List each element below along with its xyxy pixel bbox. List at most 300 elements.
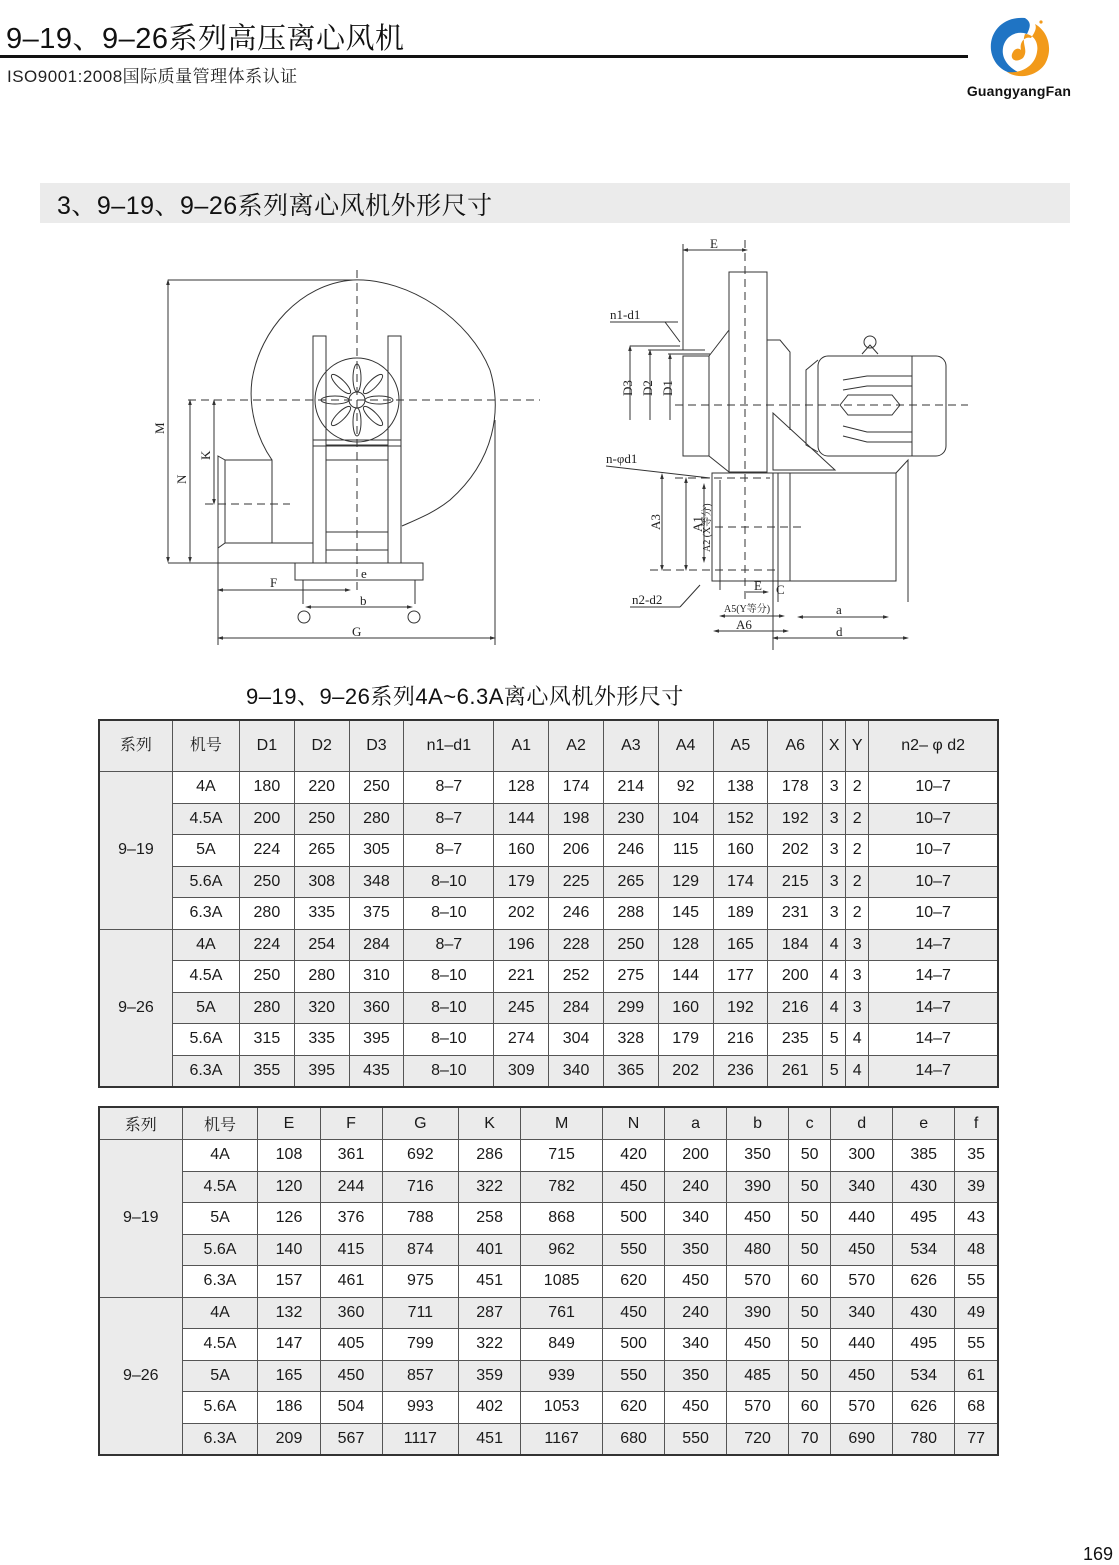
value-cell: 250 (349, 772, 404, 804)
value-cell: 228 (549, 929, 604, 961)
value-cell: 450 (831, 1234, 893, 1266)
dim-label-d: d (836, 624, 843, 639)
value-cell: 440 (831, 1203, 893, 1235)
table-row (99, 1234, 998, 1266)
table-row (99, 1297, 998, 1329)
value-cell: 202 (494, 898, 549, 930)
value-cell: 500 (603, 1203, 665, 1235)
model-cell: 6.3A (172, 898, 239, 930)
value-cell: 198 (549, 803, 604, 835)
value-cell: 261 (768, 1055, 823, 1087)
value-cell: 328 (603, 1024, 658, 1056)
value-cell: 315 (239, 1024, 294, 1056)
value-cell: 402 (459, 1392, 521, 1424)
value-cell: 461 (320, 1266, 382, 1298)
value-cell: 340 (831, 1171, 893, 1203)
value-cell: 3 (823, 772, 846, 804)
model-cell: 5A (172, 835, 239, 867)
model-cell: 5A (172, 992, 239, 1024)
value-cell: 4 (823, 992, 846, 1024)
value-cell: 147 (258, 1329, 320, 1361)
value-cell: 4 (846, 1055, 869, 1087)
value-cell: 39 (955, 1171, 998, 1203)
model-cell: 5.6A (182, 1392, 258, 1424)
value-cell: 235 (768, 1024, 823, 1056)
column-header: A6 (768, 720, 823, 772)
value-cell: 189 (713, 898, 768, 930)
series-cell: 9–19 (99, 1140, 182, 1298)
value-cell: 160 (658, 992, 713, 1024)
value-cell: 485 (727, 1360, 789, 1392)
column-header: 机号 (182, 1107, 258, 1140)
value-cell: 4 (846, 1024, 869, 1056)
series-cell: 9–26 (99, 929, 172, 1087)
table-row (99, 1055, 998, 1087)
table-row (99, 1140, 998, 1172)
value-cell: 230 (603, 803, 658, 835)
table-row (99, 772, 998, 804)
table-row (99, 1423, 998, 1455)
model-cell: 5.6A (182, 1234, 258, 1266)
brand-name: GuangyangFan (966, 83, 1072, 99)
value-cell: 450 (603, 1171, 665, 1203)
value-cell: 550 (603, 1234, 665, 1266)
page-number: 169 (1083, 1544, 1114, 1564)
value-cell: 430 (893, 1171, 955, 1203)
value-cell: 215 (768, 866, 823, 898)
value-cell: 92 (658, 772, 713, 804)
volute-outline-left (251, 280, 353, 460)
model-cell: 5A (182, 1203, 258, 1235)
column-header: D3 (349, 720, 404, 772)
value-cell: 244 (320, 1171, 382, 1203)
dim-label-n1-d1: n1-d1 (610, 307, 641, 322)
value-cell: 236 (713, 1055, 768, 1087)
value-cell: 322 (459, 1329, 521, 1361)
value-cell: 120 (258, 1171, 320, 1203)
section-title: 3、9–19、9–26系列离心风机外形尺寸 (57, 192, 493, 220)
value-cell: 284 (349, 929, 404, 961)
dim-label-G: G (352, 624, 362, 639)
value-cell: 567 (320, 1423, 382, 1455)
model-cell: 5.6A (172, 1024, 239, 1056)
value-cell: 192 (713, 992, 768, 1024)
value-cell: 192 (768, 803, 823, 835)
value-cell: 8–7 (404, 803, 494, 835)
value-cell: 165 (713, 929, 768, 961)
value-cell: 245 (494, 992, 549, 1024)
value-cell: 145 (658, 898, 713, 930)
value-cell: 14–7 (869, 992, 998, 1024)
dim-label-F: F (270, 575, 278, 590)
value-cell: 280 (239, 898, 294, 930)
dim-label-a: a (836, 602, 842, 617)
value-cell: 3 (846, 929, 869, 961)
value-cell: 254 (294, 929, 349, 961)
table-row (99, 898, 998, 930)
value-cell: 50 (789, 1297, 831, 1329)
value-cell: 8–10 (404, 1055, 494, 1087)
value-cell: 570 (831, 1392, 893, 1424)
value-cell: 157 (258, 1266, 320, 1298)
value-cell: 359 (459, 1360, 521, 1392)
value-cell: 395 (349, 1024, 404, 1056)
dim-label-D2: D2 (640, 380, 655, 396)
value-cell: 225 (549, 866, 604, 898)
value-cell: 350 (727, 1140, 789, 1172)
value-cell: 178 (768, 772, 823, 804)
value-cell: 395 (294, 1055, 349, 1087)
dim-label-D3: D3 (620, 380, 635, 396)
table-row (99, 1329, 998, 1361)
value-cell: 165 (258, 1360, 320, 1392)
value-cell: 104 (658, 803, 713, 835)
value-cell: 534 (893, 1234, 955, 1266)
value-cell: 14–7 (869, 961, 998, 993)
value-cell: 224 (239, 835, 294, 867)
value-cell: 355 (239, 1055, 294, 1087)
value-cell: 626 (893, 1266, 955, 1298)
value-cell: 179 (658, 1024, 713, 1056)
value-cell: 450 (727, 1329, 789, 1361)
value-cell: 152 (713, 803, 768, 835)
value-cell: 224 (239, 929, 294, 961)
dim-label-A6: A6 (736, 617, 752, 632)
value-cell: 200 (665, 1140, 727, 1172)
value-cell: 138 (713, 772, 768, 804)
value-cell: 360 (349, 992, 404, 1024)
value-cell: 196 (494, 929, 549, 961)
value-cell: 77 (955, 1423, 998, 1455)
value-cell: 2 (846, 835, 869, 867)
column-header: X (823, 720, 846, 772)
dim-label-e: e (361, 566, 367, 581)
value-cell: 214 (603, 772, 658, 804)
value-cell: 993 (382, 1392, 459, 1424)
value-cell: 8–10 (404, 992, 494, 1024)
value-cell: 620 (603, 1266, 665, 1298)
value-cell: 320 (294, 992, 349, 1024)
value-cell: 4 (823, 929, 846, 961)
value-cell: 500 (603, 1329, 665, 1361)
value-cell: 435 (349, 1055, 404, 1087)
value-cell: 626 (893, 1392, 955, 1424)
value-cell: 8–10 (404, 866, 494, 898)
value-cell: 780 (893, 1423, 955, 1455)
dim-label-C: C (776, 582, 785, 597)
value-cell: 715 (521, 1140, 603, 1172)
dim-label-A5: A5(Y等分) (724, 604, 771, 615)
value-cell: 216 (768, 992, 823, 1024)
value-cell: 115 (658, 835, 713, 867)
column-header: A4 (658, 720, 713, 772)
table-header-row (99, 1107, 998, 1140)
fan-side-view-diagram (590, 230, 980, 650)
value-cell: 2 (846, 803, 869, 835)
value-cell: 160 (713, 835, 768, 867)
value-cell: 365 (603, 1055, 658, 1087)
column-header: n1–d1 (404, 720, 494, 772)
value-cell: 495 (893, 1329, 955, 1361)
value-cell: 716 (382, 1171, 459, 1203)
value-cell: 174 (713, 866, 768, 898)
value-cell: 129 (658, 866, 713, 898)
dim-label-n-phi-d1: n-φd1 (606, 451, 638, 466)
dim-label-b: b (360, 593, 367, 608)
value-cell: 534 (893, 1360, 955, 1392)
volute-outline (353, 280, 495, 526)
value-cell: 1117 (382, 1423, 459, 1455)
table-row (99, 1266, 998, 1298)
value-cell: 8–10 (404, 1024, 494, 1056)
value-cell: 680 (603, 1423, 665, 1455)
table-row (99, 929, 998, 961)
series-cell: 9–26 (99, 1297, 182, 1455)
value-cell: 184 (768, 929, 823, 961)
model-cell: 4A (172, 929, 239, 961)
value-cell: 10–7 (869, 835, 998, 867)
value-cell: 43 (955, 1203, 998, 1235)
value-cell: 5 (823, 1024, 846, 1056)
value-cell: 451 (459, 1266, 521, 1298)
value-cell: 50 (789, 1171, 831, 1203)
value-cell: 939 (521, 1360, 603, 1392)
value-cell: 126 (258, 1203, 320, 1235)
value-cell: 258 (459, 1203, 521, 1235)
fan-front-view-diagram (150, 260, 550, 650)
value-cell: 50 (789, 1234, 831, 1266)
column-header: c (789, 1107, 831, 1140)
column-header: d (831, 1107, 893, 1140)
column-header: A1 (494, 720, 549, 772)
value-cell: 570 (831, 1266, 893, 1298)
value-cell: 340 (665, 1203, 727, 1235)
value-cell: 3 (823, 866, 846, 898)
value-cell: 788 (382, 1203, 459, 1235)
value-cell: 304 (549, 1024, 604, 1056)
model-cell: 5.6A (172, 866, 239, 898)
value-cell: 60 (789, 1392, 831, 1424)
value-cell: 55 (955, 1266, 998, 1298)
value-cell: 202 (658, 1055, 713, 1087)
value-cell: 340 (831, 1297, 893, 1329)
column-header: N (603, 1107, 665, 1140)
column-header: 系列 (99, 1107, 182, 1140)
table-row (99, 1203, 998, 1235)
value-cell: 1085 (521, 1266, 603, 1298)
value-cell: 360 (320, 1297, 382, 1329)
value-cell: 10–7 (869, 866, 998, 898)
value-cell: 144 (658, 961, 713, 993)
value-cell: 61 (955, 1360, 998, 1392)
value-cell: 160 (494, 835, 549, 867)
value-cell: 221 (494, 961, 549, 993)
value-cell: 206 (549, 835, 604, 867)
column-header: A3 (603, 720, 658, 772)
dim-label-E-bottom: E (754, 578, 762, 593)
value-cell: 108 (258, 1140, 320, 1172)
value-cell: 128 (494, 772, 549, 804)
model-cell: 4A (172, 772, 239, 804)
value-cell: 4 (823, 961, 846, 993)
table-row (99, 1392, 998, 1424)
value-cell: 761 (521, 1297, 603, 1329)
value-cell: 415 (320, 1234, 382, 1266)
value-cell: 60 (789, 1266, 831, 1298)
column-header: F (320, 1107, 382, 1140)
value-cell: 308 (294, 866, 349, 898)
value-cell: 200 (768, 961, 823, 993)
column-header: Y (846, 720, 869, 772)
value-cell: 274 (494, 1024, 549, 1056)
value-cell: 50 (789, 1203, 831, 1235)
column-header: D1 (239, 720, 294, 772)
value-cell: 275 (603, 961, 658, 993)
value-cell: 440 (831, 1329, 893, 1361)
model-cell: 6.3A (182, 1423, 258, 1455)
value-cell: 50 (789, 1360, 831, 1392)
value-cell: 711 (382, 1297, 459, 1329)
model-cell: 6.3A (182, 1266, 258, 1298)
model-cell: 4.5A (182, 1329, 258, 1361)
value-cell: 3 (846, 961, 869, 993)
value-cell: 48 (955, 1234, 998, 1266)
dim-label-D1: D1 (660, 380, 675, 396)
model-cell: 4A (182, 1297, 258, 1329)
model-cell: 4.5A (172, 961, 239, 993)
value-cell: 216 (713, 1024, 768, 1056)
value-cell: 70 (789, 1423, 831, 1455)
value-cell: 8–7 (404, 772, 494, 804)
value-cell: 451 (459, 1423, 521, 1455)
value-cell: 962 (521, 1234, 603, 1266)
value-cell: 849 (521, 1329, 603, 1361)
value-cell: 140 (258, 1234, 320, 1266)
dim-label-M: M (152, 422, 167, 434)
dim-label-N: N (174, 474, 189, 484)
value-cell: 200 (239, 803, 294, 835)
column-header: f (955, 1107, 998, 1140)
value-cell: 286 (459, 1140, 521, 1172)
value-cell: 8–10 (404, 961, 494, 993)
value-cell: 287 (459, 1297, 521, 1329)
value-cell: 390 (727, 1171, 789, 1203)
table-header-row (99, 720, 998, 772)
model-cell: 4A (182, 1140, 258, 1172)
model-cell: 4.5A (172, 803, 239, 835)
value-cell: 14–7 (869, 1055, 998, 1087)
value-cell: 10–7 (869, 803, 998, 835)
dimensions-table-2 (98, 1106, 999, 1456)
value-cell: 174 (549, 772, 604, 804)
value-cell: 3 (823, 898, 846, 930)
dim-label-E-top: E (710, 236, 718, 251)
value-cell: 186 (258, 1392, 320, 1424)
value-cell: 2 (846, 898, 869, 930)
value-cell: 335 (294, 1024, 349, 1056)
value-cell: 375 (349, 898, 404, 930)
value-cell: 3 (823, 835, 846, 867)
column-header: D2 (294, 720, 349, 772)
value-cell: 340 (549, 1055, 604, 1087)
value-cell: 868 (521, 1203, 603, 1235)
value-cell: 430 (893, 1297, 955, 1329)
value-cell: 250 (239, 866, 294, 898)
value-cell: 799 (382, 1329, 459, 1361)
value-cell: 550 (665, 1423, 727, 1455)
table-row (99, 961, 998, 993)
value-cell: 68 (955, 1392, 998, 1424)
value-cell: 450 (320, 1360, 382, 1392)
value-cell: 401 (459, 1234, 521, 1266)
value-cell: 620 (603, 1392, 665, 1424)
column-header: K (459, 1107, 521, 1140)
value-cell: 202 (768, 835, 823, 867)
dim-label-A3: A3 (648, 514, 663, 530)
value-cell: 495 (893, 1203, 955, 1235)
value-cell: 692 (382, 1140, 459, 1172)
value-cell: 376 (320, 1203, 382, 1235)
value-cell: 49 (955, 1297, 998, 1329)
model-cell: 4.5A (182, 1171, 258, 1203)
value-cell: 14–7 (869, 929, 998, 961)
column-header: A5 (713, 720, 768, 772)
value-cell: 144 (494, 803, 549, 835)
value-cell: 35 (955, 1140, 998, 1172)
value-cell: 220 (294, 772, 349, 804)
value-cell: 246 (549, 898, 604, 930)
value-cell: 250 (294, 803, 349, 835)
value-cell: 5 (823, 1055, 846, 1087)
value-cell: 300 (831, 1140, 893, 1172)
table-row (99, 866, 998, 898)
column-header: 系列 (99, 720, 172, 772)
series-cell: 9–19 (99, 772, 172, 930)
value-cell: 177 (713, 961, 768, 993)
model-cell: 5A (182, 1360, 258, 1392)
value-cell: 265 (294, 835, 349, 867)
swirl-logo-icon (985, 14, 1057, 80)
value-cell: 179 (494, 866, 549, 898)
value-cell: 280 (294, 961, 349, 993)
value-cell: 246 (603, 835, 658, 867)
value-cell: 128 (658, 929, 713, 961)
value-cell: 1167 (521, 1423, 603, 1455)
value-cell: 322 (459, 1171, 521, 1203)
value-cell: 310 (349, 961, 404, 993)
value-cell: 8–7 (404, 835, 494, 867)
value-cell: 361 (320, 1140, 382, 1172)
table-row (99, 1360, 998, 1392)
value-cell: 2 (846, 866, 869, 898)
value-cell: 570 (727, 1266, 789, 1298)
dimensions-table-1 (98, 719, 999, 1088)
column-header: G (382, 1107, 459, 1140)
value-cell: 280 (349, 803, 404, 835)
column-header: n2– φ d2 (869, 720, 998, 772)
value-cell: 480 (727, 1234, 789, 1266)
value-cell: 390 (727, 1297, 789, 1329)
column-header: M (521, 1107, 603, 1140)
value-cell: 8–10 (404, 898, 494, 930)
value-cell: 240 (665, 1297, 727, 1329)
column-header: A2 (549, 720, 604, 772)
value-cell: 690 (831, 1423, 893, 1455)
value-cell: 335 (294, 898, 349, 930)
value-cell: 250 (239, 961, 294, 993)
table-title: 9–19、9–26系列4A~6.3A离心风机外形尺寸 (246, 684, 684, 709)
column-header: a (665, 1107, 727, 1140)
